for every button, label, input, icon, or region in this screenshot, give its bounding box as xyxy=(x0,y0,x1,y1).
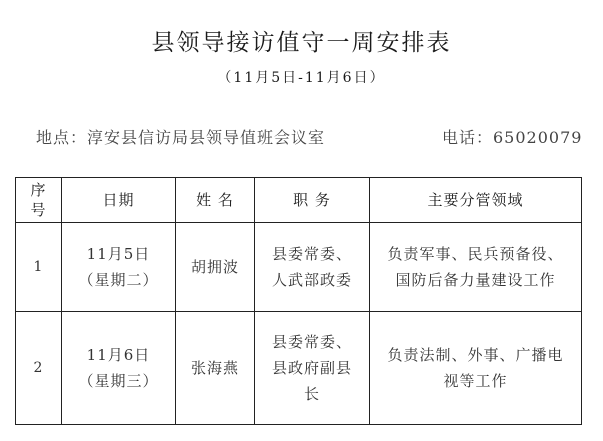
row-date-weekday: （星期二） xyxy=(78,271,159,289)
row-date xyxy=(62,312,176,425)
header-duties: 主要分管领域 xyxy=(370,178,582,223)
phone-text: 电话：65020079 xyxy=(442,128,583,147)
row-duties-line2: 视等工作 xyxy=(443,372,508,390)
row-duties-line1: 负责法制、外事、广播电 xyxy=(387,346,564,364)
row-date-weekday: （星期三） xyxy=(78,372,159,390)
row-duties xyxy=(370,312,582,425)
header-seq-line1: 序 xyxy=(30,181,47,199)
row-position-line3: 长 xyxy=(303,385,320,403)
row-seq: 2 xyxy=(16,312,62,425)
row-person-name: 张海燕 xyxy=(176,312,255,425)
header-date: 日期 xyxy=(62,178,176,223)
row-position-line2: 人武部政委 xyxy=(271,271,352,289)
row-position-line1: 县委常委、 xyxy=(271,333,352,351)
schedule-table xyxy=(15,177,582,425)
row-date xyxy=(62,223,176,312)
row-duties-line1: 负责军事、民兵预备役、 xyxy=(387,245,564,263)
date-range-subtitle: （11月5日-11月6日） xyxy=(217,70,386,86)
row-date-day: 11月6日 xyxy=(86,346,151,364)
row-date-day: 11月5日 xyxy=(86,245,151,263)
row-duties-line2: 国防后备力量建设工作 xyxy=(395,271,556,289)
row-duties xyxy=(370,223,582,312)
location-text: 地点：淳安县信访局县领导值班会议室 xyxy=(36,128,326,147)
header-position: 职 务 xyxy=(255,178,370,223)
header-name: 姓 名 xyxy=(176,178,255,223)
table-header-row xyxy=(16,178,582,223)
table-row xyxy=(16,223,582,312)
row-seq: 1 xyxy=(16,223,62,312)
document-title: 县领导接访值守一周安排表 xyxy=(151,30,452,56)
row-position xyxy=(255,312,370,425)
header-seq xyxy=(16,178,62,223)
row-position-line1: 县委常委、 xyxy=(271,245,352,263)
row-position xyxy=(255,223,370,312)
row-person-name: 胡拥波 xyxy=(176,223,255,312)
table-row xyxy=(16,312,582,425)
row-position-line2: 县政府副县 xyxy=(271,359,352,377)
header-seq-line2: 号 xyxy=(30,201,47,219)
